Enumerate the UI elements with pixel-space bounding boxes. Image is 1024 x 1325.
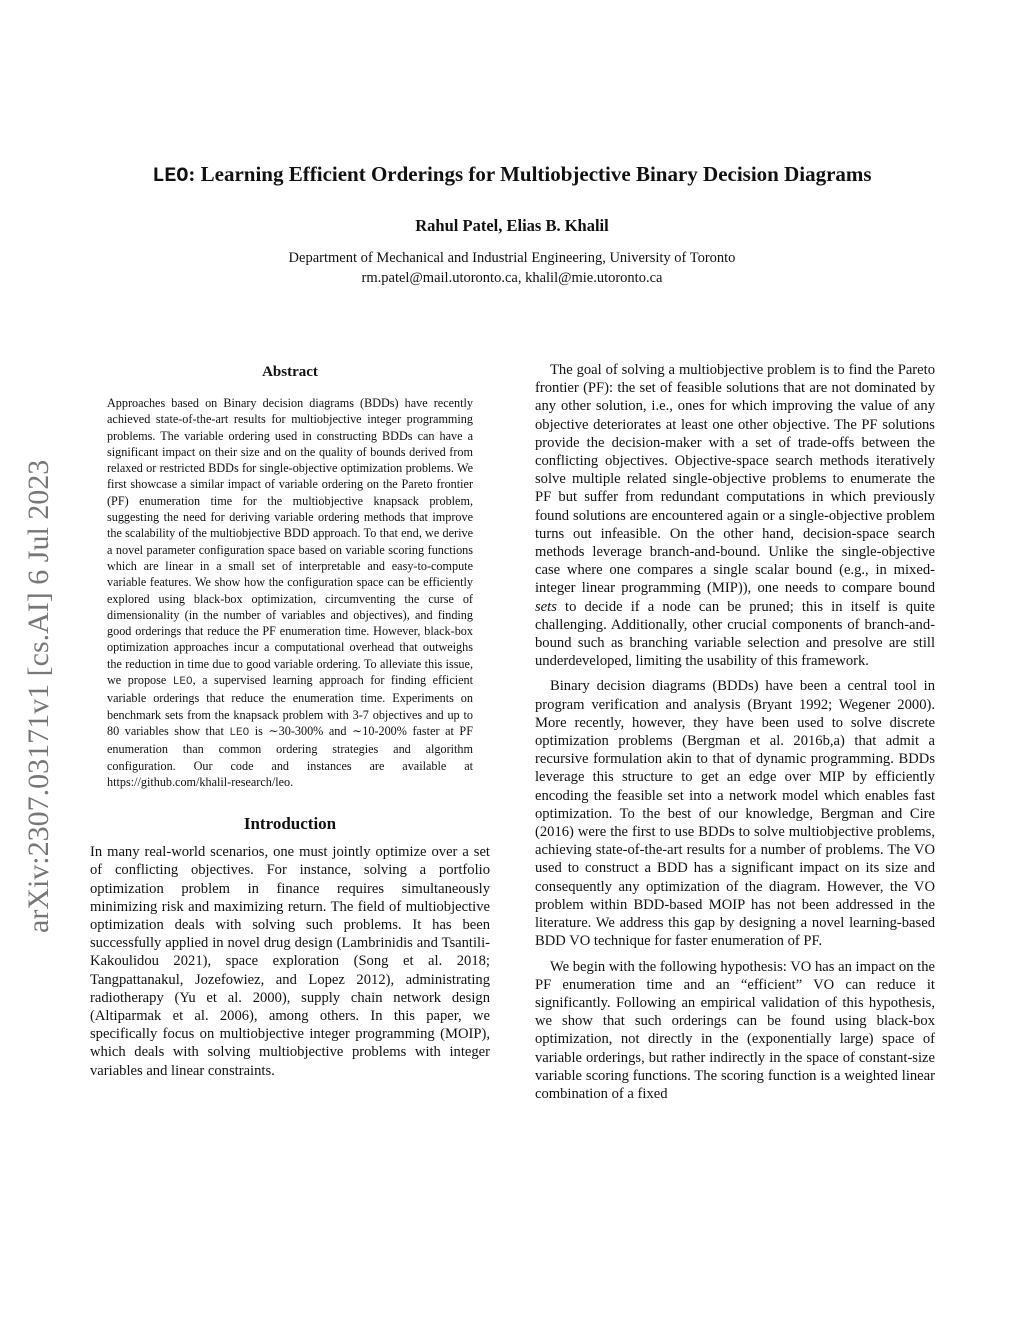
body-paragraph-goal bbox=[535, 361, 935, 670]
abstract-leo-2: LEO bbox=[229, 726, 250, 739]
title-text: : Learning Efficient Orderings for Multiobjective Binary Decision Diagrams bbox=[188, 162, 872, 186]
goal-part-1: The goal of solving a multiobjective problem is to find the Pareto frontier (PF): the set of feasible solutions that are not dominated by any other solution, i.e., ones for which improving the value of any objective deteriorates at least one other objective. The PF solutions provide the decision-maker with a set of trade-offs between the conflicting objectives. Objective-space search methods iteratively solve multiple related single-objective problems to enumerate the PF but suffer from redundant computations in which previously found solutions are encountered again or a single-objective problem turns out infeasible. On the other hand, decision-space search methods leverage branch-and-bound. Unlike the single-objective case where one compares a single scalar bound (e.g., in mixed-integer linear programming (MIP)), one needs to compare bound bbox=[535, 362, 935, 597]
abstract-part-2: , a supervised learning approach for finding efficient variable orderings that reduce the enumeration time. Experiments on benchmark sets from the knapsack problem with 3-7 objectives and up to 80 variables show that bbox=[107, 673, 473, 738]
body-paragraph-bdds: Binary decision diagrams (BDDs) have been a central tool in program verification and analysis (Bryant 1992; Wegener 2000). More recently, however, they have been used to solve discrete optimization problems (Bergman et al. 2016b,a) that admit a recursive formulation akin to that of dynamic programming. BDDs leverage this structure to get an edge over MIP by efficiently encoding the feasible set into a network model which enables fast optimization. To the best of our knowledge, Bergman and Cire (2016) were the first to use BDDs to solve multiobjective problems, achieving state-of-the-art results for a number of problems. The VO used to construct a BDD has a significant impact on its size and consequently any optimization of the diagram. However, the VO problem within BDD-based MOIP has not been addressed in the literature. We address this gap by designing a novel learning-based BDD VO technique for faster enumeration of PF. bbox=[535, 678, 935, 950]
abstract-part-1: Approaches based on Binary decision diagrams (BDDs) have recently achieved state-of-the-art results for multiobjective integer programming problems. The variable ordering used in constructing BDDs can have a significant impact on their size and on the quality of bounds derived from relaxed or restricted BDDs for single-objective optimization problems. We first showcase a similar impact of variable ordering on the Pareto frontier (PF) enumeration time for the multiobjective knapsack problem, suggesting the need for deriving variable ordering methods that improve the scalability of the multiobjective BDD approach. To that end, we derive a novel parameter configuration space based on variable scoring functions which are linear in a small set of interpretable and easy-to-compute variable features. We show how the configuration space can be efficiently explored using black-box optimization, circumventing the curse of dimensionality (in the number of variables and objectives), and finding good orderings that reduce the PF enumeration time. However, black-box optimization approaches incur a computational overhead that outweighs the reduction in time due to good variable ordering. To alleviate this issue, we propose bbox=[107, 396, 473, 688]
abstract-heading: Abstract bbox=[262, 364, 318, 380]
goal-part-2: to decide if a node can be pruned; this in itself is quite challenging. Additionally, other crucial components of branch-and-bound such as branching variable selection and presolve are still underdeveloped, limiting the usability of this framework. bbox=[535, 598, 935, 670]
body-paragraph-hypothesis: We begin with the following hypothesis: VO has an impact on the PF enumeration time and an “efficient” VO can reduce it significantly. Following an empirical validation of this hypothesis, we show that such orderings can be found using black-box optimization, not directly in the (exponentially large) space of variable orderings, but rather indirectly in the space of constant-size variable scoring functions. The scoring function is a weighted linear combination of a fixed bbox=[535, 958, 935, 1102]
abstract-text bbox=[107, 395, 473, 790]
introduction-paragraph-1: In many real-world scenarios, one must jointly optimize over a set of conflicting objectives. For instance, solving a portfolio optimization problem in finance requires simultaneously minimizing risk and maximizing return. The field of multiobjective optimization deals with solving such problems. It has been successfully applied in novel drug design (Lambrinidis and Tsantili-Kakoulidou 2021), space exploration (Song et al. 2018; Tangpattanakul, Jozefowiez, and Lopez 2012), administrating radiotherapy (Yu et al. 2000), supply chain network design (Altiparmak et al. 2006), among others. In this paper, we specifically focus on multiobjective integer programming (MOIP), which deals with solving multiobjective problems with integer variables and linear constraints. bbox=[90, 844, 490, 1079]
abstract-part-3: is ∼30-300% and ∼10-200% faster at PF enumeration than common ordering strategies and algorithm configuration. Our code and instances are available at https://github.com/khalil-research/leo. bbox=[107, 723, 473, 789]
abstract-leo-1: LEO bbox=[172, 676, 193, 689]
paper-title bbox=[40, 160, 984, 191]
author-emails: rm.patel@mail.utoronto.ca, khalil@mie.utoronto.ca bbox=[361, 270, 663, 286]
title-leo-acronym: LEO bbox=[152, 165, 189, 188]
left-column bbox=[90, 361, 490, 1080]
arxiv-identifier: arXiv:2307.03171v1 [cs.AI] 6 Jul 2023 bbox=[22, 459, 55, 933]
right-column bbox=[535, 361, 935, 1103]
goal-italic-sets: sets bbox=[535, 598, 557, 615]
affiliation-block bbox=[40, 248, 984, 288]
affiliation: Department of Mechanical and Industrial Engineering, University of Toronto bbox=[288, 250, 736, 266]
author-list: Rahul Patel, Elias B. Khalil bbox=[415, 216, 609, 235]
introduction-heading: Introduction bbox=[243, 814, 337, 834]
